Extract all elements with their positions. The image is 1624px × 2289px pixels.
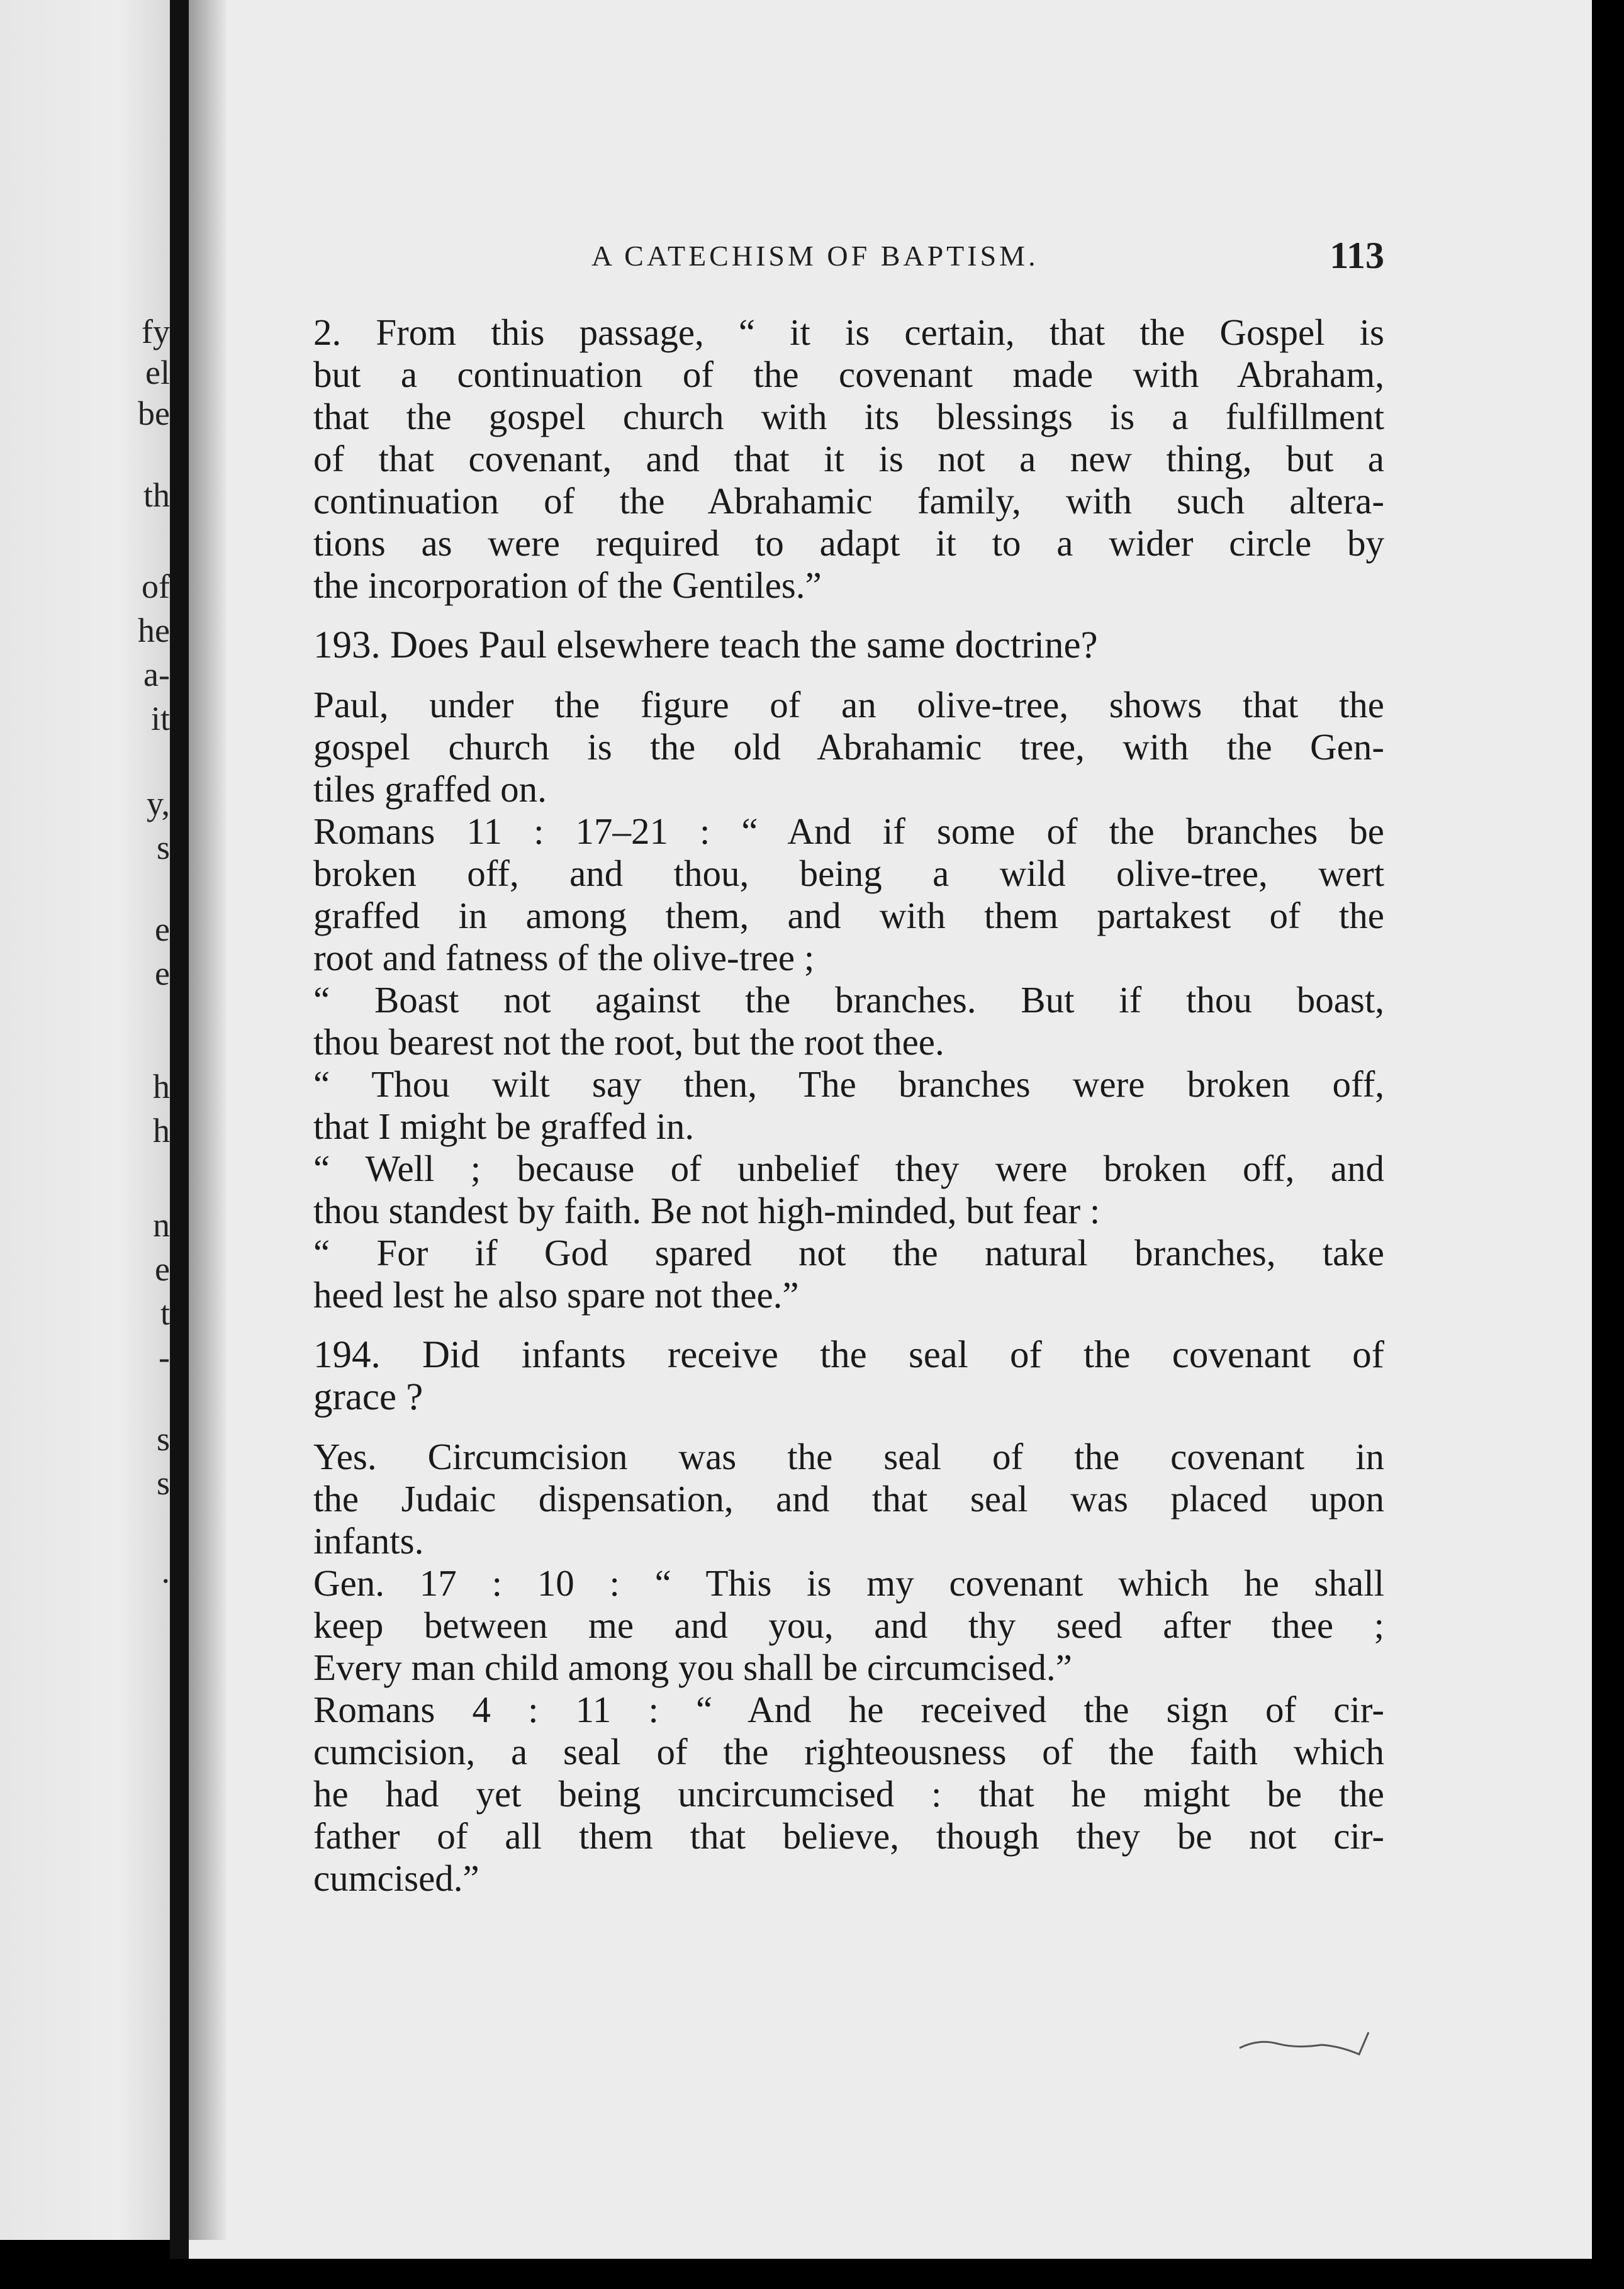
text-line: he had yet being uncircumcised : that he might be the: [313, 1773, 1384, 1815]
question-193: [313, 624, 1384, 666]
quote-for-if: [313, 1232, 1384, 1316]
quote-romans-11: [313, 810, 1384, 979]
text-line: heed lest he also spare not thee.”: [313, 1274, 799, 1316]
quote-romans-4: [313, 1689, 1384, 1900]
text-line: but a continuation of the covenant made with Abraham,: [313, 354, 1384, 395]
left-page-fragment: s: [156, 1420, 170, 1458]
text-line: 2. From this passage, “ it is certain, that the Gospel is: [313, 311, 1384, 353]
text-line: the Judaic dispensation, and that seal was placed upon: [313, 1478, 1384, 1519]
left-page-fragment: th: [143, 476, 170, 514]
left-page-fragment: .: [161, 1552, 170, 1590]
text-line: Yes. Circumcision was the seal of the covenant in: [313, 1436, 1384, 1477]
left-page-fragment: fy: [142, 313, 170, 350]
text-line: of that covenant, and that it is not a new thing, but a: [313, 438, 1384, 479]
text-line: “ For if God spared not the natural branches, take: [313, 1232, 1384, 1273]
left-page-fragment: e: [155, 1250, 170, 1288]
text-line: tiles graffed on.: [313, 768, 547, 810]
left-page-fragment: a-: [143, 656, 170, 693]
text-line: “ Thou wilt say then, The branches were broken off,: [313, 1063, 1384, 1105]
text-line: graffed in among them, and with them partakest of the: [313, 895, 1384, 936]
text-line: father of all them that believe, though they be not cir-: [313, 1815, 1384, 1857]
text-line: Every man child among you shall be circumcised.”: [313, 1647, 1072, 1688]
text-line: 194. Did infants receive the seal of the covenant of: [313, 1334, 1384, 1376]
quote-genesis-17: [313, 1562, 1384, 1689]
text-line: root and fatness of the olive-tree ;: [313, 937, 815, 978]
text-line: “ Boast not against the branches. But if thou boast,: [313, 979, 1384, 1021]
left-page-fragment: of: [142, 568, 170, 605]
question-194: [313, 1334, 1384, 1418]
text-line: that I might be graffed in.: [313, 1105, 695, 1147]
text-line: thou standest by faith. Be not high-minded, but fear :: [313, 1190, 1100, 1231]
gutter-shadow: [189, 0, 227, 2240]
text-line: Gen. 17 : 10 : “ This is my covenant which he shall: [313, 1562, 1384, 1604]
left-page-fragment: el: [145, 354, 170, 391]
paragraph-point-2: [313, 311, 1384, 607]
text-line: gospel church is the old Abrahamic tree, with the Gen-: [313, 726, 1384, 768]
left-page-fragment: be: [138, 395, 170, 432]
text-line: that the gospel church with its blessings is a fulfillment: [313, 396, 1384, 437]
text-line: continuation of the Abrahamic family, with such altera-: [313, 480, 1384, 522]
left-page-text-fragments: [0, 0, 170, 2240]
left-page-fragment: e: [155, 954, 170, 992]
quote-boast-not: [313, 979, 1384, 1063]
quote-thou-wilt: [313, 1063, 1384, 1148]
left-page-fragment: y,: [147, 785, 170, 822]
text-line: the incorporation of the Gentiles.”: [313, 564, 822, 606]
right-scan-border: [1592, 0, 1624, 2289]
book-gutter: [170, 0, 189, 2289]
pencil-mark: [1233, 2020, 1397, 2076]
left-page-fragment: -: [159, 1338, 170, 1376]
running-head-title: A CATECHISM OF BAPTISM.: [591, 240, 1039, 272]
left-page-fragment: e: [155, 910, 170, 948]
left-page-fragment: h: [153, 1112, 170, 1150]
text-line: Paul, under the figure of an olive-tree, shows that the: [313, 684, 1384, 725]
text-line: cumcision, a seal of the righteousness of the faith which: [313, 1731, 1384, 1772]
left-page-fragment: h: [153, 1068, 170, 1105]
text-line: Romans 4 : 11 : “ And he received the sign of cir-: [313, 1689, 1384, 1730]
text-line: grace ?: [313, 1376, 423, 1418]
text-line: broken off, and thou, being a wild olive-tree, wert: [313, 853, 1384, 894]
text-line: keep between me and you, and thy seed after thee ;: [313, 1604, 1384, 1646]
quote-well: [313, 1148, 1384, 1232]
text-line: Romans 11 : 17–21 : “ And if some of the branches be: [313, 810, 1384, 852]
running-head: [591, 234, 1384, 278]
text-line: 193. Does Paul elsewhere teach the same doctrine?: [313, 624, 1098, 666]
answer-193: [313, 684, 1384, 810]
text-line: thou bearest not the root, but the root thee.: [313, 1021, 944, 1063]
bottom-scan-border: [0, 2259, 1624, 2289]
left-page-fragment: it: [150, 700, 170, 737]
left-page-fragment: he: [138, 612, 170, 649]
text-line: “ Well ; because of unbelief they were broken off, and: [313, 1148, 1384, 1189]
left-page-fragment: s: [156, 1464, 170, 1502]
page-body: [313, 311, 1384, 1900]
answer-194: [313, 1436, 1384, 1562]
left-page-fragment: n: [153, 1206, 170, 1244]
text-line: infants.: [313, 1520, 424, 1562]
page-number: 113: [1330, 235, 1384, 276]
left-page-fragment: t: [160, 1294, 170, 1332]
text-line: cumcised.”: [313, 1857, 479, 1899]
left-page-fragment: s: [156, 829, 170, 866]
text-line: tions as were required to adapt it to a wider circle by: [313, 522, 1384, 564]
